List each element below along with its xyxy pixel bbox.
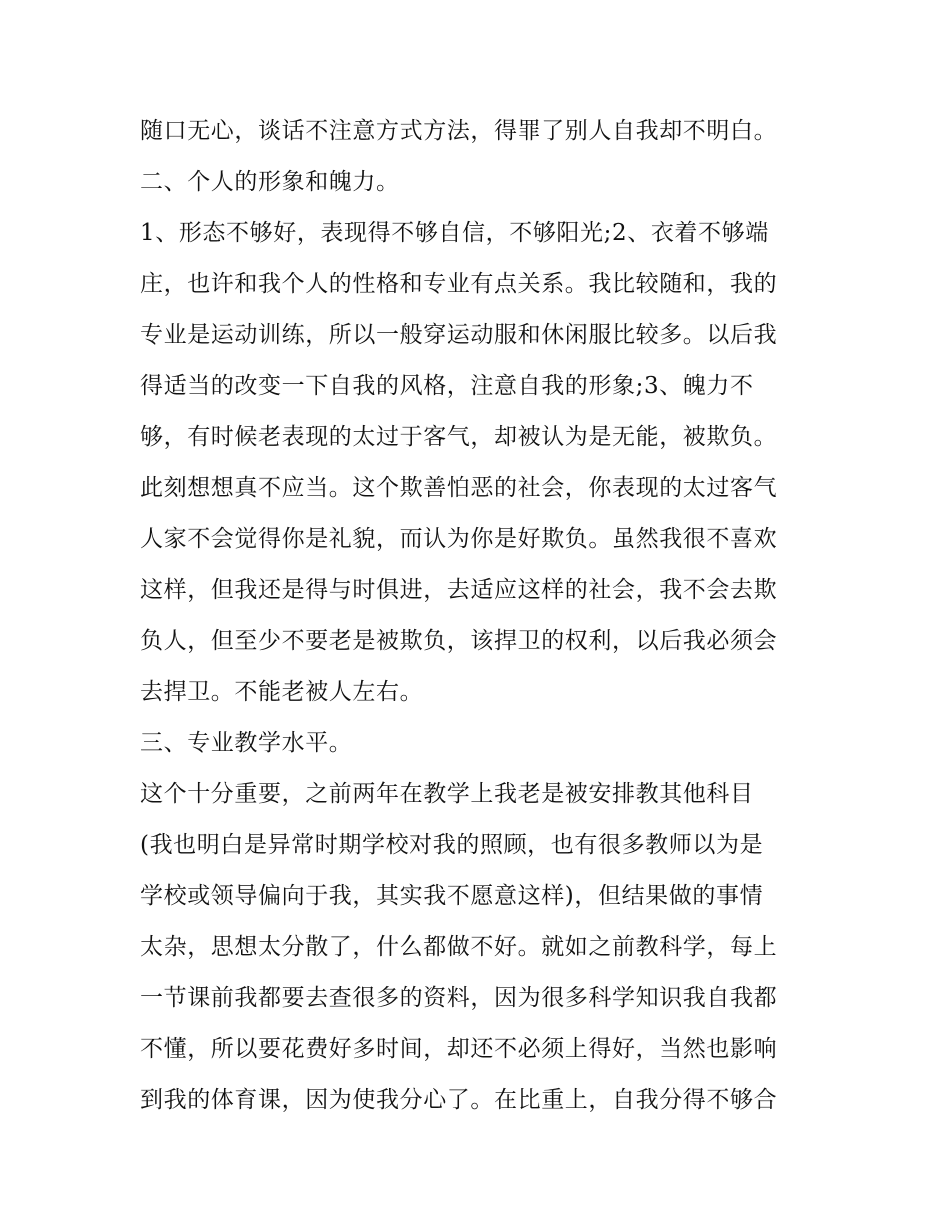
text-line: 庄，也许和我个人的性格和专业有点关系。我比较随和，我的 — [140, 271, 778, 297]
text-line: 太杂，思想太分散了，什么都做不好。就如之前教科学，每上 — [140, 934, 778, 960]
text-line: 负人，但至少不要老是被欺负，该捍卫的权利，以后我必须会 — [140, 628, 778, 654]
text-line: 人家不会觉得你是礼貌，而认为你是好欺负。虽然我很不喜欢 — [140, 526, 778, 552]
text-line: 学校或领导偏向于我，其实我不愿意这样)，但结果做的事情 — [140, 883, 764, 909]
document-body — [140, 106, 820, 1126]
text-line: 此刻想想真不应当。这个欺善怕恶的社会，你表现的太过客气 — [140, 475, 778, 501]
text-line: 得适当的改变一下自我的风格，注意自我的形象;3、魄力不 — [140, 373, 754, 399]
text-line: 随口无心，谈话不注意方式方法，得罪了别人自我却不明白。 — [140, 118, 778, 144]
section-heading: 二、个人的形象和魄力。 — [140, 169, 400, 195]
text-line: (我也明白是异常时期学校对我的照顾，也有很多教师以为是 — [140, 832, 764, 858]
text-line: 这样，但我还是得与时俱进，去适应这样的社会，我不会去欺 — [140, 577, 778, 603]
text-line: 到我的体育课，因为使我分心了。在比重上，自我分得不够合 — [140, 1087, 778, 1113]
text-line: 这个十分重要，之前两年在教学上我老是被安排教其他科目 — [140, 781, 754, 807]
text-line: 不懂，所以要花费好多时间，却还不必须上得好，当然也影响 — [140, 1036, 778, 1062]
text-line: 够，有时候老表现的太过于客气，却被认为是无能，被欺负。 — [140, 424, 778, 450]
section-heading: 三、专业教学水平。 — [140, 730, 353, 756]
text-line: 1、形态不够好，表现得不够自信，不够阳光;2、衣着不够端 — [140, 220, 769, 246]
text-line: 专业是运动训练，所以一般穿运动服和休闲服比较多。以后我 — [140, 322, 778, 348]
text-line: 去捍卫。不能老被人左右。 — [140, 679, 424, 705]
text-line: 一节课前我都要去查很多的资料，因为很多科学知识我自我都 — [140, 985, 778, 1011]
